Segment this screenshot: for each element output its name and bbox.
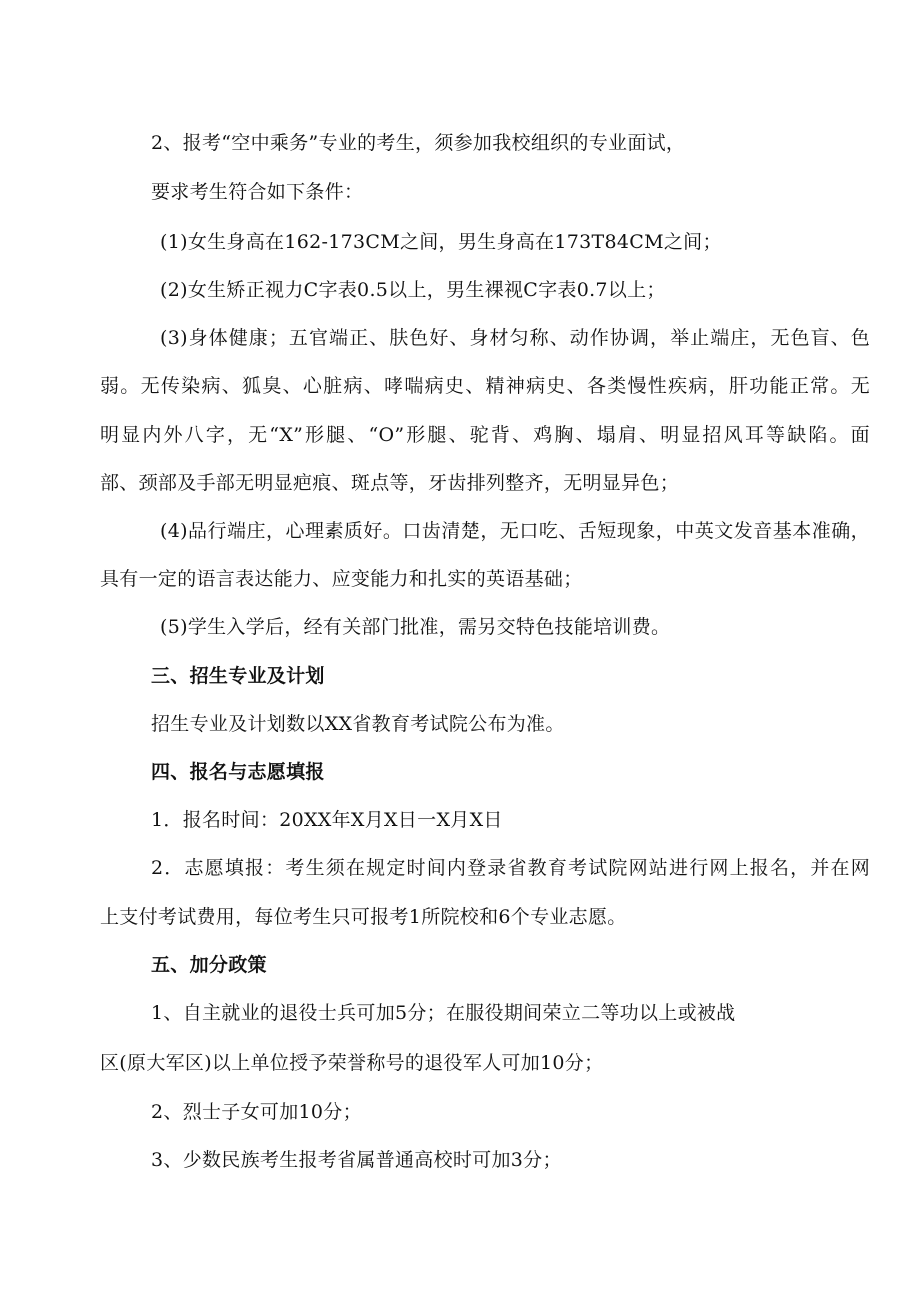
paragraph-line: 2、报考“空中乘务”专业的考生，须参加我校组织的专业面试， [151,132,686,154]
list-item: (3)身体健康；五官端正、肤色好、身材匀称、动作协调，举止端庄，无色盲、色 [160,327,870,349]
paragraph-line: 招生专业及计划数以XX省教育考试院公布为准。 [151,713,565,735]
list-item: (1)女生身高在162-173CM之间，男生身高在173T84CM之间； [160,231,722,253]
paragraph-line: 部、颈部及手部无明显疤痕、斑点等，牙齿排列整齐，无明显异色； [100,472,680,494]
list-item: 1．报名时间：20XX年X月X日一X月X日 [151,809,503,831]
section-heading: 五、加分政策 [151,954,267,976]
paragraph-line: 弱。无传染病、狐臭、心脏病、哮喘病史、精神病史、各类慢性疾病，肝功能正常。无 [100,375,870,397]
section-heading: 三、招生专业及计划 [151,665,325,687]
paragraph-line: 具有一定的语言表达能力、应变能力和扎实的英语基础； [100,568,583,590]
list-item: 3、少数民族考生报考省属普通高校时可加3分； [151,1149,562,1171]
list-item: (5)学生入学后，经有关部门批准，需另交特色技能培训费。 [160,616,671,638]
list-item: (4)品行端庄，心理素质好。口齿清楚，无口吃、舌短现象，中英文发音基本准确， [160,520,870,542]
list-item: 2．志愿填报：考生须在规定时间内登录省教育考试院网站进行网上报名，并在网 [151,857,870,879]
list-item: 1、自主就业的退役士兵可加5分；在服役期间荣立二等功以上或被战 [151,1002,736,1024]
paragraph-line: 区(原大军区)以上单位授予荣誉称号的退役军人可加10分； [100,1052,604,1074]
paragraph-line: 要求考生符合如下条件： [151,181,364,203]
paragraph-line: 上支付考试费用，每位考生只可报考1所院校和6个专业志愿。 [100,906,627,928]
list-item: (2)女生矫正视力C字表0.5以上，男生裸视C字表0.7以上； [160,279,666,301]
section-heading: 四、报名与志愿填报 [151,761,325,783]
paragraph-line: 明显内外八字，无“X”形腿、“O”形腿、驼背、鸡胸、塌肩、明显招风耳等缺陷。面 [100,424,870,446]
list-item: 2、烈士子女可加10分； [151,1101,362,1123]
